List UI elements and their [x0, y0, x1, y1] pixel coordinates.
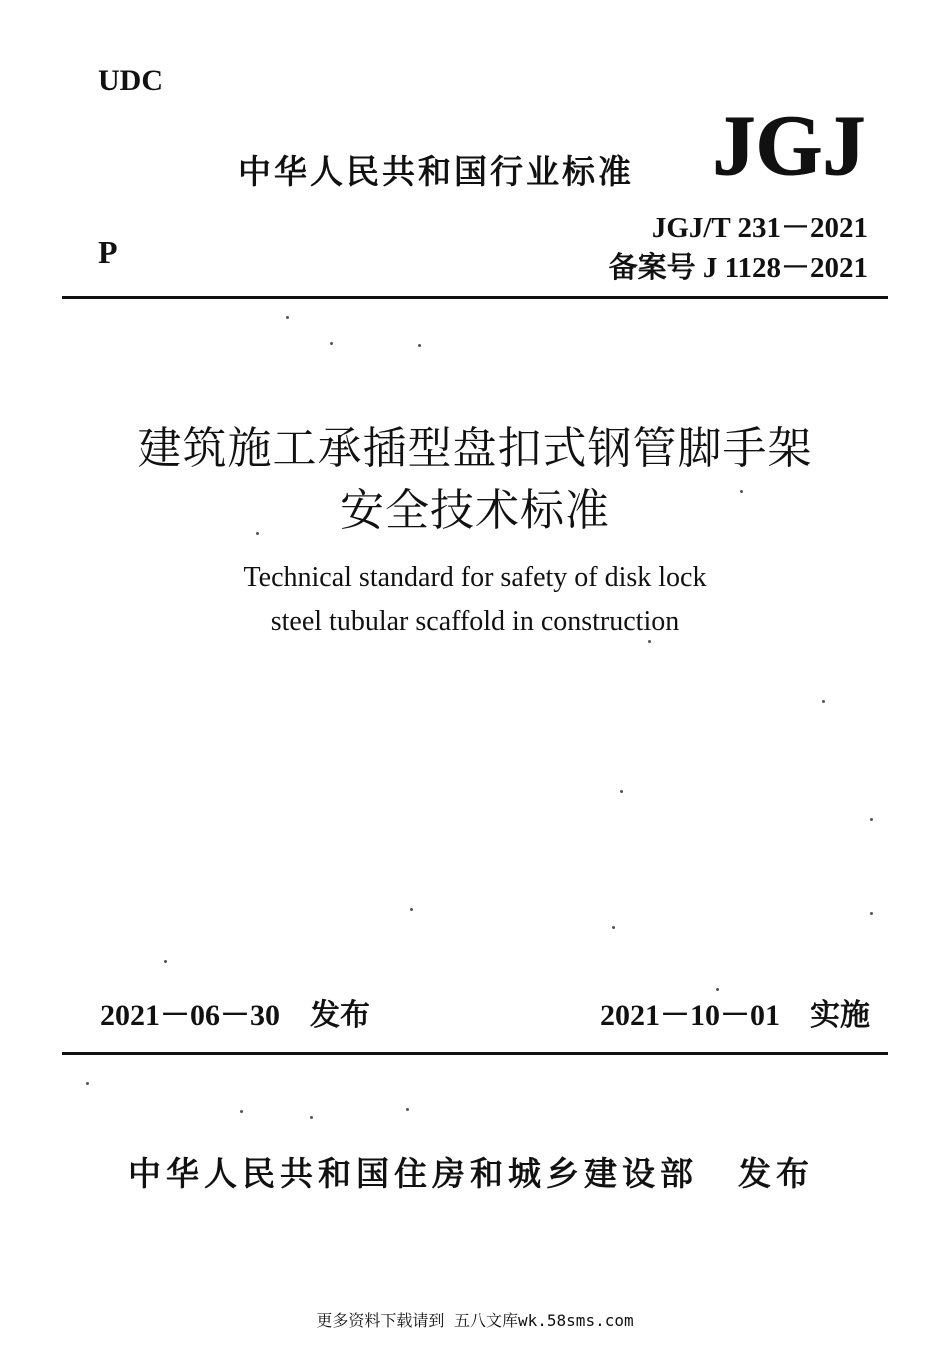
- title-english: [0, 556, 950, 644]
- scan-speck: [406, 1108, 409, 1111]
- standard-code-block: [609, 208, 868, 288]
- scan-speck: [648, 640, 651, 643]
- jgj-logo-text: JGJ: [712, 100, 866, 182]
- classification-label: P: [98, 234, 118, 270]
- scan-speck: [310, 1116, 313, 1119]
- effective-date: 2021－10－01: [600, 999, 780, 1032]
- scan-speck: [286, 316, 289, 319]
- publish-date: 2021－06－30: [100, 999, 280, 1032]
- standard-code: JGJ/T 231－2021: [651, 212, 868, 244]
- title-chinese: [0, 418, 950, 542]
- publish-label: 发布: [310, 998, 370, 1033]
- record-number: 备案号 J 1128－2021: [608, 252, 868, 284]
- scan-speck: [716, 988, 719, 991]
- title-zh-line1: 建筑施工承插型盘扣式钢管脚手架: [137, 423, 813, 474]
- scan-speck: [870, 818, 873, 821]
- issuer-name: 中华人民共和国住房和城乡建设部: [128, 1154, 698, 1193]
- scan-speck: [240, 1110, 243, 1113]
- title-zh-line2: 安全技术标准: [340, 485, 610, 536]
- footer-watermark: 更多资料下载请到 五八文库wk.58sms.com: [316, 1311, 634, 1330]
- bottom-divider: [62, 1052, 888, 1055]
- top-divider: [62, 296, 888, 299]
- publish-date-block: [100, 990, 370, 1034]
- scan-speck: [256, 532, 259, 535]
- scan-speck: [330, 342, 333, 345]
- effective-label: 实施: [810, 998, 870, 1033]
- jgj-logo: [708, 100, 870, 182]
- scan-speck: [86, 1082, 89, 1085]
- industry-standard-heading: 中华人民共和国行业标准: [238, 152, 634, 191]
- scan-speck: [740, 490, 743, 493]
- issuer-line: [128, 1148, 814, 1195]
- udc-label: UDC: [98, 64, 163, 97]
- scan-speck: [620, 790, 623, 793]
- scan-speck: [410, 908, 413, 911]
- issuer-action: 发布: [738, 1154, 814, 1193]
- title-en-line1: Technical standard for safety of disk lock: [243, 562, 707, 593]
- scan-speck: [822, 700, 825, 703]
- scan-speck: [870, 912, 873, 915]
- scan-speck: [418, 344, 421, 347]
- scan-speck: [612, 926, 615, 929]
- title-en-line2: steel tubular scaffold in construction: [270, 606, 680, 637]
- effective-date-block: [600, 990, 870, 1034]
- scan-speck: [164, 960, 167, 963]
